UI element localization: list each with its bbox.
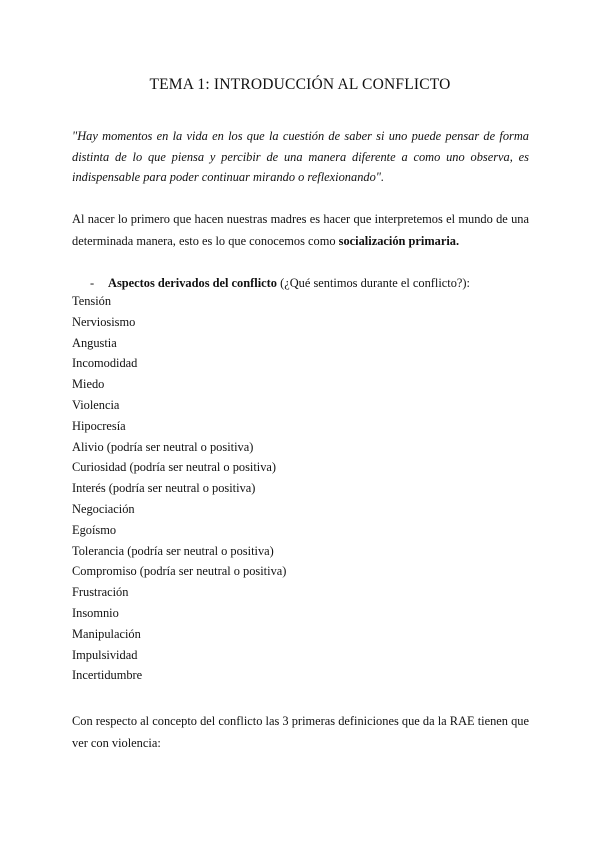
list-item: Incomodidad [72, 356, 138, 371]
list-item: Incertidumbre [72, 668, 143, 683]
paragraph-text: Al nacer lo primero que hacen nuestras madres es hacer que interpretemos el mundo de una determinada manera, esto es lo que conocemos como [72, 212, 529, 248]
bullet-bold-heading: Aspectos derivados del conflicto [108, 276, 277, 290]
list-item: Hipocresía [72, 418, 126, 433]
list-item: Insomnio [72, 605, 119, 620]
list-item: Interés (podría ser neutral o positiva) [72, 481, 256, 496]
emotions-list [72, 291, 286, 686]
list-item: Egoísmo [72, 522, 117, 537]
list-item: Miedo [72, 377, 105, 392]
list-item: Negociación [72, 501, 135, 516]
list-item: Curiosidad (podría ser neutral o positiva) [72, 460, 277, 475]
bullet-text: (¿Qué sentimos durante el conflicto?): [276, 276, 471, 290]
list-item: Compromiso (podría ser neutral o positiva) [72, 564, 287, 579]
list-item: Nerviosismo [72, 314, 136, 329]
aspects-bullet [90, 273, 530, 293]
rae-paragraph: Con respecto al concepto del conflicto las 3 primeras definiciones que da la RAE tienen que ver con violencia: [72, 714, 529, 750]
list-item: Impulsividad [72, 647, 138, 662]
list-item: Manipulación [72, 626, 141, 641]
list-item: Tolerancia (podría ser neutral o positiva) [72, 543, 274, 558]
paragraph-bold-term: socialización primaria. [338, 234, 460, 248]
list-item: Alivio (podría ser neutral o positiva) [72, 439, 254, 454]
document-title: TEMA 1: INTRODUCCIÓN AL CONFLICTO [149, 76, 451, 93]
list-item: Angustia [72, 335, 117, 350]
bullet-dash: - [90, 276, 95, 290]
list-item: Violencia [72, 397, 120, 412]
socializacion-paragraph [72, 208, 529, 252]
intro-quote: "Hay momentos en la vida en los que la cuestión de saber si uno puede pensar de forma distinta de lo que piensa y percibir de una manera diferente a como uno observa, es indispensable para poder continuar mirando o reflexionando". [72, 129, 529, 184]
list-item: Tensión [72, 294, 112, 308]
list-item: Frustración [72, 585, 129, 600]
